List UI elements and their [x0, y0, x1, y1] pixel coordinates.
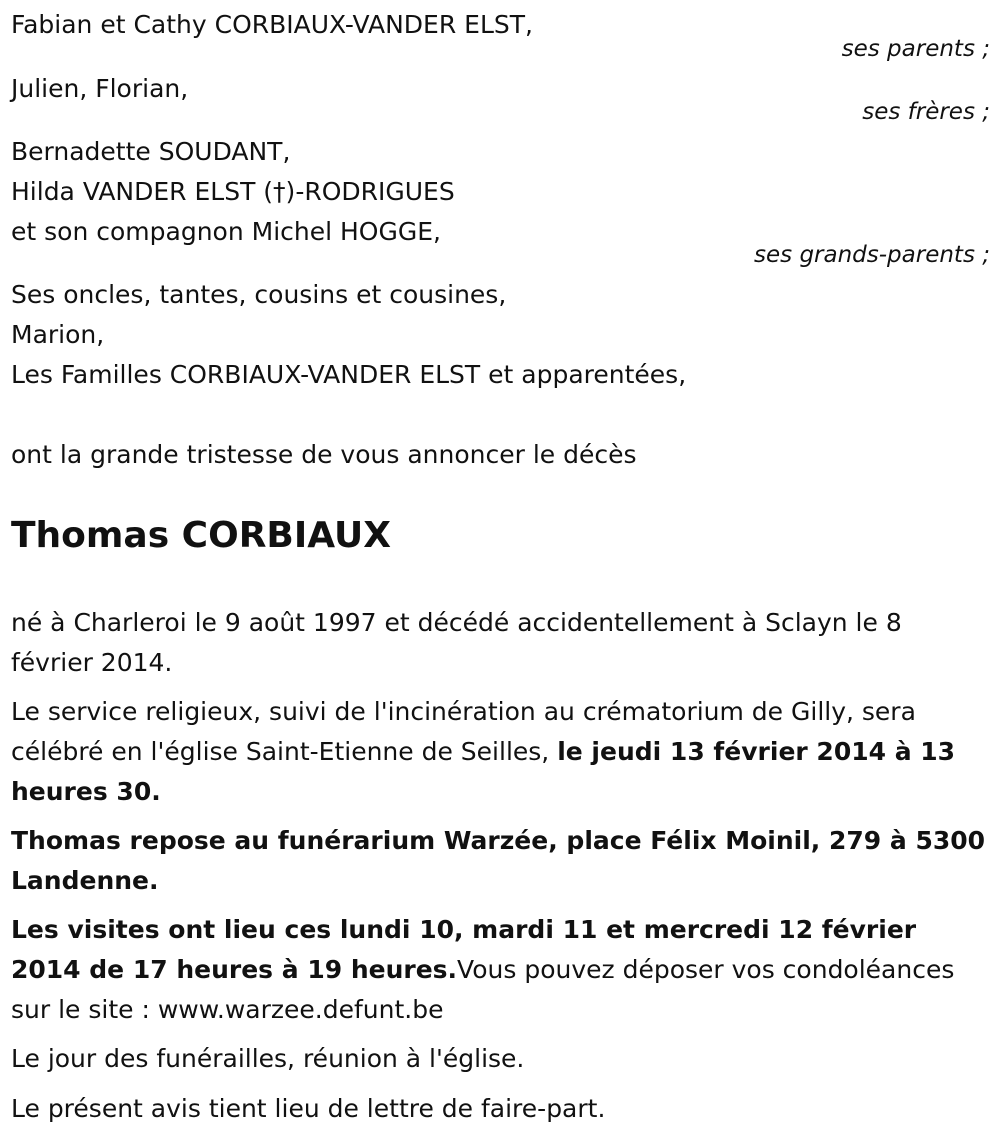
service-text: Le service religieux, suivi de l'incinération au crématorium de Gilly, sera célébré en l'église Saint-Etienne de Seilles,	[11, 697, 916, 766]
funeral-day: Le jour des funérailles, réunion à l'église.	[11, 1044, 525, 1073]
grandparents-role: ses grands-parents ;	[754, 242, 990, 268]
parents-role: ses parents ;	[841, 36, 990, 62]
grandparent-3: et son compagnon Michel HOGGE,	[11, 217, 441, 246]
visits-text: Vous pouvez déposer vos condoléances sur le site : www.warzee.defunt.be	[11, 955, 955, 1024]
grandparent-2: Hilda VANDER ELST (†)-RODRIGUES	[11, 177, 455, 206]
brothers-role: ses frères ;	[862, 99, 990, 125]
announcement: ont la grande tristesse de vous annoncer le décès	[11, 440, 637, 469]
parents-names: Fabian et Cathy CORBIAUX-VANDER ELST,	[11, 10, 533, 39]
grandparent-1: Bernadette SOUDANT,	[11, 137, 291, 166]
notice: Le présent avis tient lieu de lettre de faire-part.	[11, 1094, 606, 1123]
birth-death: né à Charleroi le 9 août 1997 et décédé accidentellement à Sclayn le 8 février 2014.	[11, 608, 902, 677]
service-date: le jeudi 13 février 2014 à 13 heures 30.	[11, 737, 956, 806]
rest-place: Thomas repose au funérarium Warzée, place Félix Moinil, 279 à 5300 Landenne.	[11, 826, 986, 895]
others-line-3: Les Familles CORBIAUX-VANDER ELST et apparentées,	[11, 360, 687, 389]
service-paragraph	[11, 692, 986, 812]
others-line-2: Marion,	[11, 320, 105, 349]
others-line-1: Ses oncles, tantes, cousins et cousines,	[11, 280, 507, 309]
brothers-names: Julien, Florian,	[11, 74, 189, 103]
visits-bold: Les visites ont lieu ces lundi 10, mardi 11 et mercredi 12 février 2014 de 17 heures à 19 heures.	[11, 915, 917, 984]
visits-paragraph	[11, 910, 986, 1030]
deceased-name: Thomas CORBIAUX	[11, 515, 392, 556]
